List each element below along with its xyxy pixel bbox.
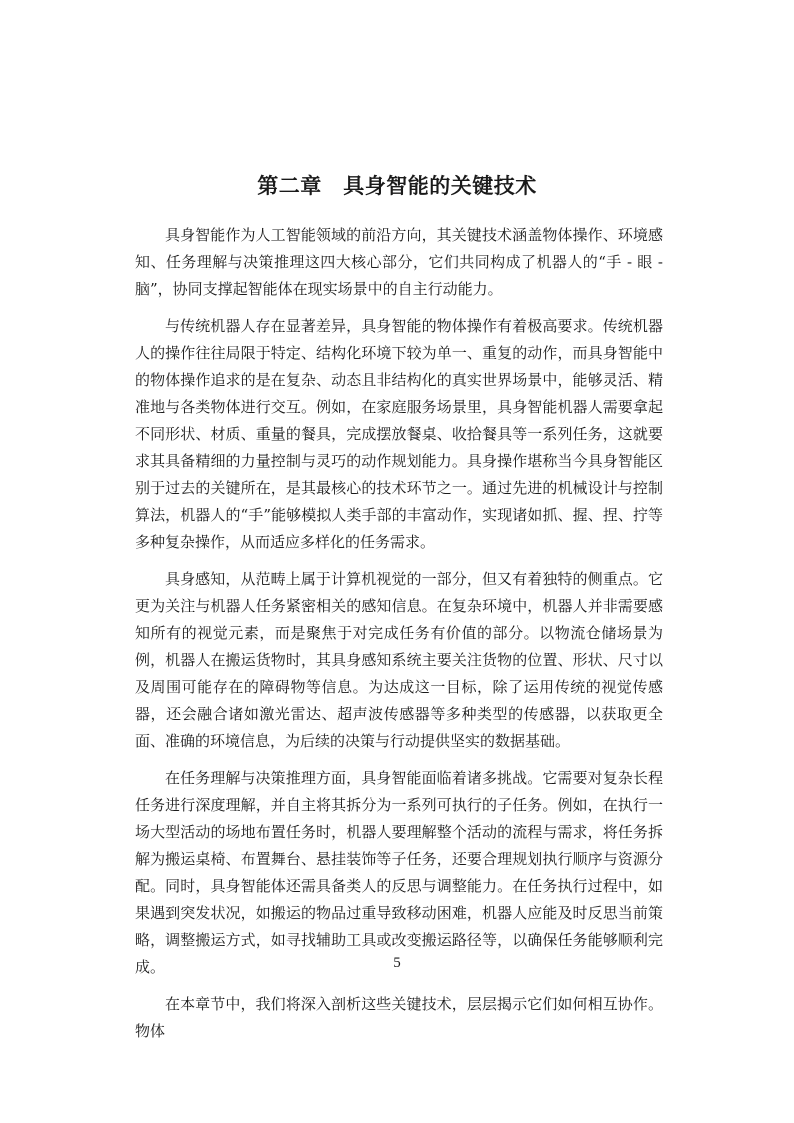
- page-number: 5: [393, 955, 401, 971]
- chapter-title: 第二章 具身智能的关键技术: [257, 174, 537, 198]
- paragraph-intro: 具身智能作为人工智能领域的前沿方向，其关键技术涵盖物体操作、环境感知、任务理解与决策推理这四大核心部分，它们共同构成了机器人的“手 - 眼 - 脑”，协同支撑起智能体在现实场景中的自主行动能力。: [135, 226, 663, 298]
- paragraph-task-reasoning: 在任务理解与决策推理方面，具身智能面临着诸多挑战。它需要对复杂长程任务进行深度理解，并自主将其拆分为一系列可执行的子任务。例如，在执行一场大型活动的场地布置任务时，机器人要理解整个活动的流程与需求，将任务拆解为搬运桌椅、布置舞台、悬挂装饰等子任务，还要合理规划执行顺序与资源分配。同时，具身智能体还需具备类人的反思与调整能力。在任务执行过程中，如果遇到突发状况，如搬运的物品过重导致移动困难，机器人应能及时反思当前策略，调整搬运方式，如寻找辅助工具或改变搬运路径等，以确保任务能够顺利完成。: [135, 769, 663, 976]
- paragraph-object-manipulation: 与传统机器人存在显著差异，具身智能的物体操作有着极高要求。传统机器人的操作往往局限于特定、结构化环境下较为单一、重复的动作，而具身智能中的物体操作追求的是在复杂、动态且非结构化的真实世界场景中，能够灵活、精准地与各类物体进行交互。例如，在家庭服务场景里，具身智能机器人需要拿起不同形状、材质、重量的餐具，完成摆放餐桌、收拾餐具等一系列任务，这就要求其具备精细的力量控制与灵巧的动作规划能力。具身操作堪称当今具身智能区别于过去的关键所在，是其最核心的技术环节之一。通过先进的机械设计与控制算法，机器人的“手”能够模拟人类手部的丰富动作，实现诸如抓、握、捏、拧等多种复杂操作，从而适应多样化的任务需求。: [135, 317, 663, 551]
- paragraph-chapter-overview: 在本章节中，我们将深入剖析这些关键技术，层层揭示它们如何相互协作。物体: [135, 995, 663, 1040]
- paragraph-embodied-perception: 具身感知，从范畴上属于计算机视觉的一部分，但又有着独特的侧重点。它更为关注与机器人任务紧密相关的感知信息。在复杂环境中，机器人并非需要感知所有的视觉元素，而是聚焦于对完成任务有价值的部分。以物流仓储场景为例，机器人在搬运货物时，其具身感知系统主要关注货物的位置、形状、尺寸以及周围可能存在的障碍物等信息。为达成这一目标，除了运用传统的视觉传感器，还会融合诸如激光雷达、超声波传感器等多种类型的传感器，以获取更全面、准确的环境信息，为后续的决策与行动提供坚实的数据基础。: [135, 570, 663, 750]
- body-text: [135, 222, 663, 1055]
